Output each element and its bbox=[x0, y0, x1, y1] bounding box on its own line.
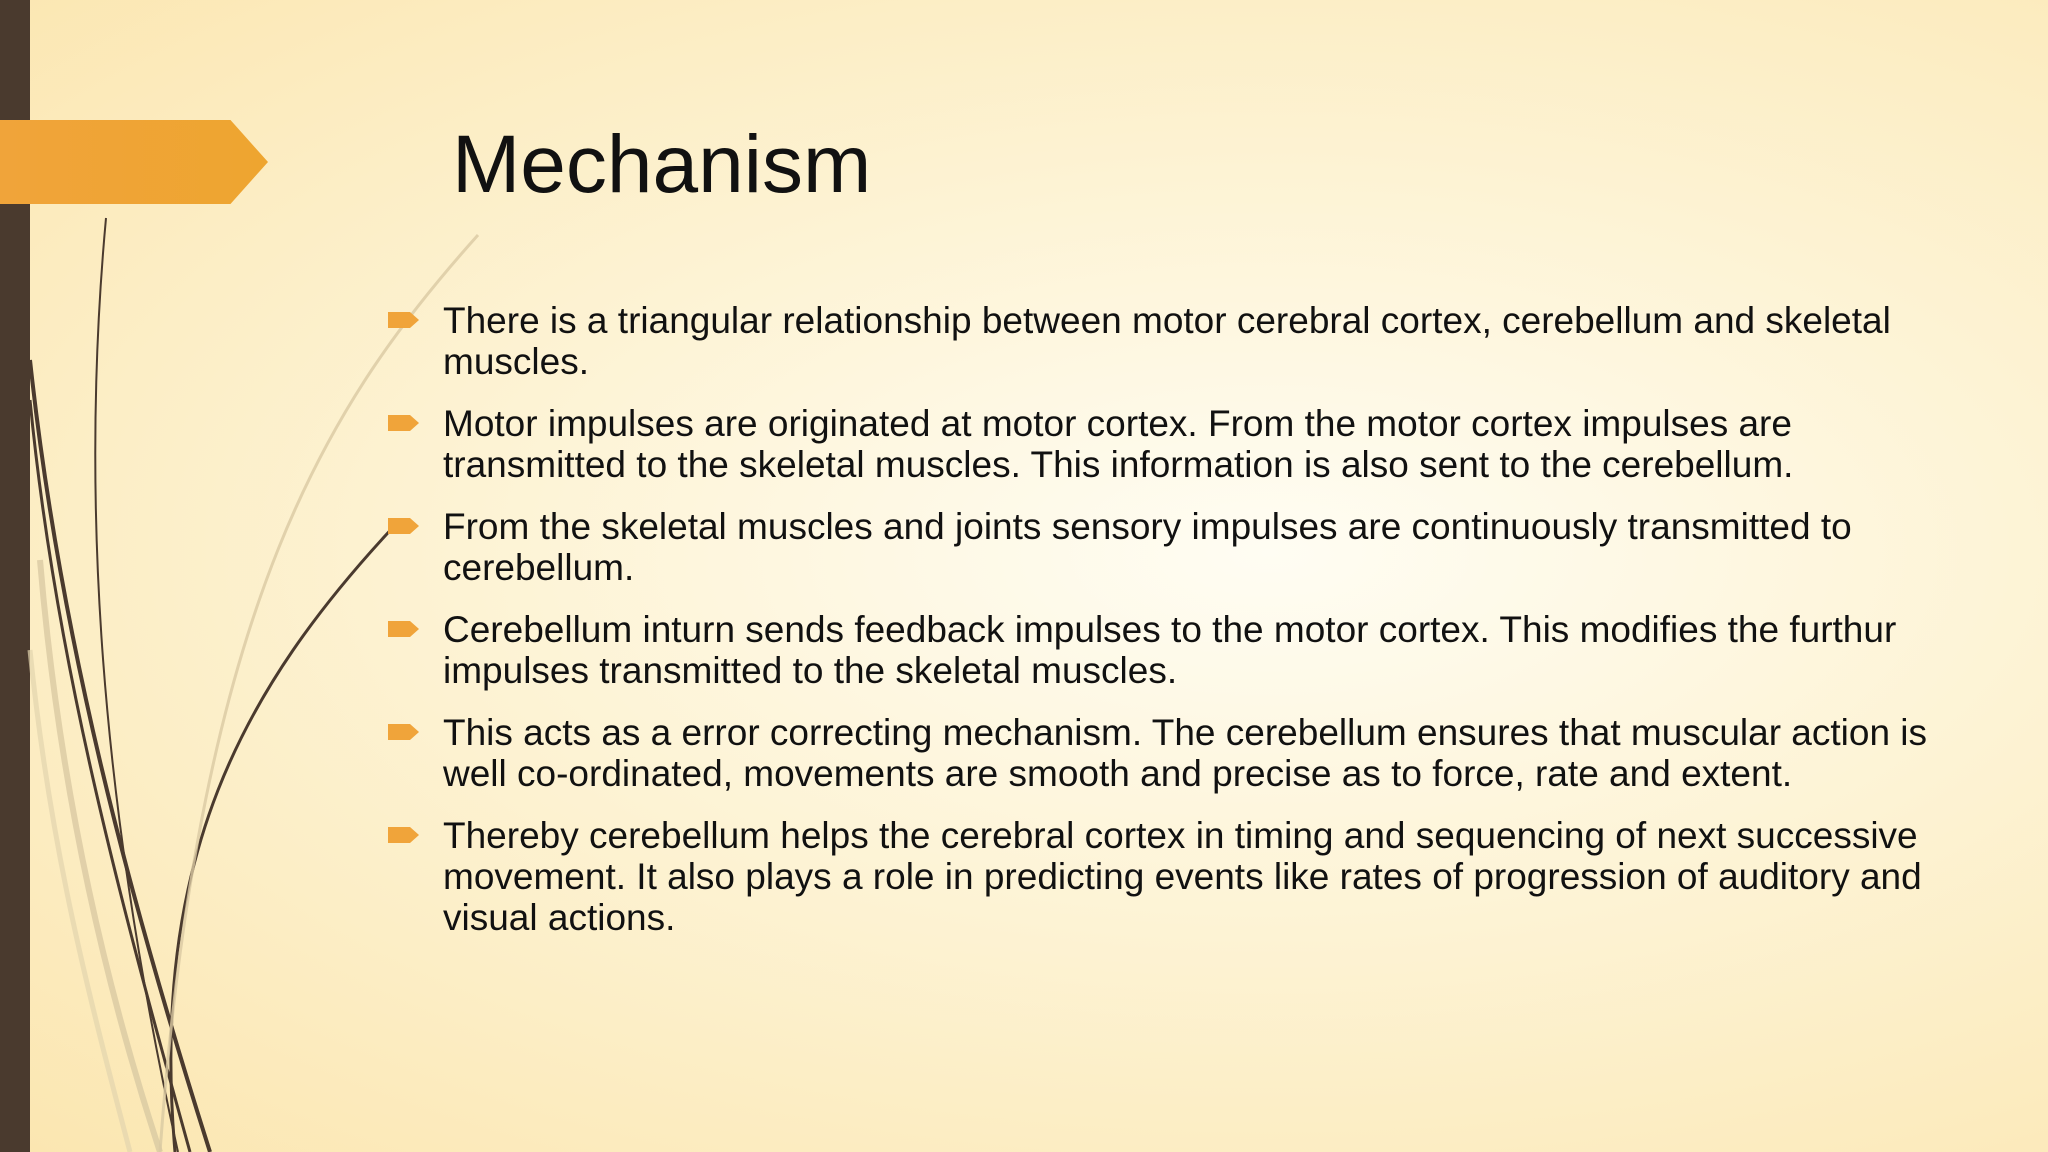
bullet-text: Motor impulses are originated at motor cortex. From the motor cortex impulses are transmitted to the skeletal muscles. This information is also sent to the cerebellum. bbox=[443, 403, 1794, 485]
bullet-item bbox=[388, 403, 1948, 485]
bullet-text: Thereby cerebellum helps the cerebral cortex in timing and sequencing of next successive movement. It also plays a role in predicting events like rates of progression of auditory and visual actions. bbox=[443, 815, 1922, 938]
bullet-item bbox=[388, 815, 1948, 938]
bullet-list bbox=[388, 300, 1948, 959]
slide-title: Mechanism bbox=[452, 119, 872, 210]
bullet-item bbox=[388, 300, 1948, 382]
arrow-bullet-icon bbox=[388, 516, 419, 536]
arrow-bullet-icon bbox=[388, 310, 419, 330]
arrow-bullet-icon bbox=[388, 825, 419, 845]
bullet-item bbox=[388, 609, 1948, 691]
bullet-item bbox=[388, 506, 1948, 588]
bullet-text: This acts as a error correcting mechanism. The cerebellum ensures that muscular action is well co-ordinated, movements are smooth and precise as to force, rate and extent. bbox=[443, 712, 1928, 794]
title-accent-arrow bbox=[0, 120, 268, 204]
arrow-bullet-icon bbox=[388, 619, 419, 639]
arrow-bullet-icon bbox=[388, 722, 419, 742]
arrow-bullet-icon bbox=[388, 413, 419, 433]
bullet-item bbox=[388, 712, 1948, 794]
bullet-text: From the skeletal muscles and joints sensory impulses are continuously transmitted to cerebellum. bbox=[443, 506, 1852, 588]
bullet-text: Cerebellum inturn sends feedback impulses to the motor cortex. This modifies the furthur impulses transmitted to the skeletal muscles. bbox=[443, 609, 1897, 691]
bullet-text: There is a triangular relationship between motor cerebral cortex, cerebellum and skeletal muscles. bbox=[443, 300, 1891, 382]
